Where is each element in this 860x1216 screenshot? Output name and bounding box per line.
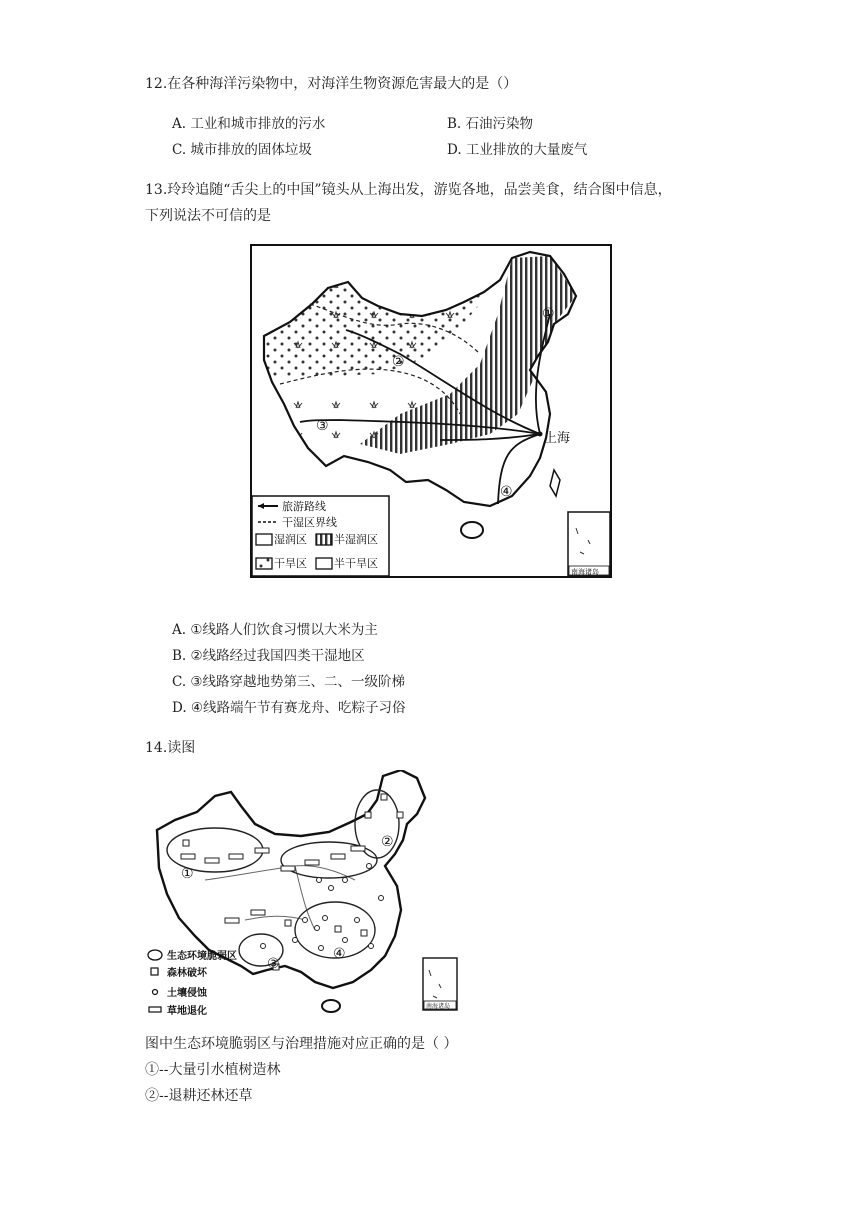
q13-stem-line2: 下列说法不可信的是 xyxy=(145,208,271,224)
q14-region-marker-3: ③ xyxy=(267,956,280,972)
q13-route-marker-2: ② xyxy=(392,354,405,370)
q13-route-marker-3: ③ xyxy=(316,418,329,434)
q14-ecology-map xyxy=(145,770,465,1020)
q14-legend-fragile: 生态环境脆弱区 xyxy=(167,951,237,962)
q14-region-marker-4: ④ xyxy=(333,946,346,962)
q13-map-legend xyxy=(252,496,389,576)
q13-inset-label: 南海诸岛 xyxy=(571,568,599,576)
q13-legend-boundary: 干湿区界线 xyxy=(282,516,337,529)
q13-map-inset xyxy=(568,512,610,576)
q13-option-d: D. ④线路端午节有赛龙舟、吃粽子习俗 xyxy=(172,700,406,716)
q13-route-marker-4: ④ xyxy=(500,484,513,500)
q14-region-marker-2: ② xyxy=(381,834,394,850)
q13-option-a: A. ①线路人们饮食习惯以大米为主 xyxy=(172,622,378,638)
q13-map-city-label: 上海 xyxy=(544,431,571,446)
q12-option-b: B. 石油污染物 xyxy=(447,116,534,132)
q12-option-d: D. 工业排放的大量废气 xyxy=(447,142,588,158)
q13-legend-arid: 干旱区 xyxy=(274,557,307,570)
q14-question: 图中生态环境脆弱区与治理措施对应正确的是（ ） xyxy=(145,1036,458,1052)
q14-stem: 14.读图 xyxy=(145,740,196,756)
q12-option-c: C. 城市排放的固体垃圾 xyxy=(172,142,312,158)
q13-stem-line1: 13.玲玲追随“舌尖上的中国”镜头从上海出发，游览各地，品尝美食，结合图中信息， xyxy=(145,182,672,198)
q14-region-marker-1: ① xyxy=(181,866,194,882)
q14-choice-1: ①--大量引水植树造林 xyxy=(145,1062,281,1078)
q13-route-marker-1: ① xyxy=(542,306,555,322)
q13-legend-semi-humid: 半湿润区 xyxy=(334,533,378,546)
q14-legend-forest: 森林破坏 xyxy=(167,968,207,979)
q14-legend-soil: 土壤侵蚀 xyxy=(167,988,207,999)
q12-stem: 12.在各种海洋污染物中，对海洋生物资源危害最大的是（） xyxy=(145,76,518,92)
q13-option-c: C. ③线路穿越地势第三、二、一级阶梯 xyxy=(172,674,406,690)
q14-legend-grass: 草地退化 xyxy=(167,1006,207,1017)
q12-option-a: A. 工业和城市排放的污水 xyxy=(172,116,326,132)
q13-option-b: B. ②线路经过我国四类干湿地区 xyxy=(172,648,365,664)
q14-choice-2: ②--退耕还林还草 xyxy=(145,1088,253,1104)
q13-dry-wet-map xyxy=(250,244,612,578)
q13-legend-semi-arid: 半干旱区 xyxy=(334,557,378,570)
q14-map-inset xyxy=(423,958,457,1010)
q13-legend-route: 旅游路线 xyxy=(282,500,326,513)
q13-legend-humid: 湿润区 xyxy=(274,533,307,546)
q14-inset-label: 南海诸岛 xyxy=(426,1003,451,1010)
q14-map-legend xyxy=(148,949,237,1017)
